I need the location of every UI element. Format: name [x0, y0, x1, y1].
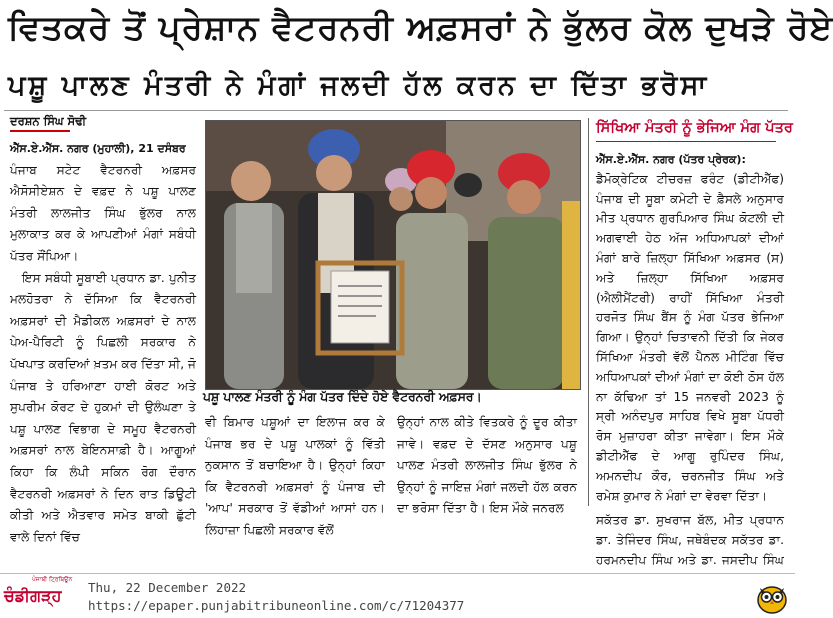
- header-rule: [4, 110, 788, 111]
- dateline: ਐੱਸ.ਏ.ਐੱਸ. ਨਗਰ (ਮੁਹਾਲੀ), 21 ਦਸੰਬਰ: [10, 142, 186, 155]
- subheadline: ਪਸ਼ੂ ਪਾਲਣ ਮੰਤਰੀ ਨੇ ਮੰਗਾਂ ਜਲਦੀ ਹੱਲ ਕਰਨ ਦਾ ਦਿੱਤਾ ਭਰੋਸਾ: [8, 70, 710, 101]
- paragraph-5: ਸਕੱਤਰ ਡਾ. ਸੁਖਰਾਜ ਬੱਲ, ਮੀਤ ਪ੍ਰਧਾਨ ਡਾ. ਤੇਜਿੰਦਰ ਸਿੰਘ, ਜਥੇਬੰਦਕ ਸਕੱਤਰ ਡਾ. ਹਰਮਨਦੀਪ ਸਿੰਘ ਅਤੇ ਡਾ. ਜਸਦੀਪ ਸਿੰਘ: [596, 513, 784, 567]
- paragraph-1: ਪੰਜਾਬ ਸਟੇਟ ਵੈਟਰਨਰੀ ਅਫ਼ਸਰ ਐਸੋਸੀਏਸ਼ਨ ਦੇ ਵਫ਼ਦ ਨੇ ਪਸ਼ੂ ਪਾਲਣ ਮੰਤਰੀ ਲਾਲਜੀਤ ਸਿੰਘ ਭੁੱਲਰ ਨਾਲ ਮੁਲਾਕਾਤ ਕਰ ਕੇ ਆਪਣੀਆਂ ਮੰਗਾਂ ਸਬੰਧੀ ਪੱਤਰ ਸੌਂਪਿਆ।: [10, 162, 196, 263]
- photo-illustration: [206, 121, 580, 389]
- logo-small-text: ਪੰਜਾਬੀ ਟ੍ਰਿਬਿਊਨ: [32, 576, 73, 583]
- sidebar-body: [596, 150, 784, 506]
- sidebar-divider: [588, 118, 589, 506]
- sidebar-title: ਸਿੱਖਿਆ ਮੰਤਰੀ ਨੂੰ ਭੇਜਿਆ ਮੰਗ ਪੱਤਰ: [596, 120, 793, 136]
- footer-url[interactable]: https://epaper.punjabitribuneonline.com/c/71204377: [88, 598, 465, 613]
- news-photo: [205, 120, 581, 390]
- byline: ਦਰਸ਼ਨ ਸਿੰਘ ਸੋਢੀ: [10, 114, 87, 128]
- sidebar-title-underline: [596, 141, 776, 142]
- logo: ਚੰਡੀਗੜ੍ਹ: [4, 586, 62, 605]
- footer-date: Thu, 22 December 2022: [88, 580, 247, 595]
- sidebar-text: ਡੈਮੋਕ੍ਰੇਟਿਕ ਟੀਚਰਜ਼ ਫਰੰਟ (ਡੀਟੀਐੱਫ) ਪੰਜਾਬ ਦੀ ਸੂਬਾ ਕਮੇਟੀ ਦੇ ਫ਼ੈਸਲੇ ਅਨੁਸਾਰ ਮੀਤ ਪ੍ਰਧਾਨ ਗੁਰਪਿਆਰ ਸਿੰਘ ਕੋਟਲੀ ਦੀ ਅਗਵਾਈ ਹੇਠ ਅੱਜ ਅਧਿਆਪਕਾਂ ਦੀਆਂ ਮੰਗਾਂ ਬਾਰੇ ਜ਼ਿਲ੍ਹਾ ਸਿੱਖਿਆ ਅਫ਼ਸਰ (ਸ) ਅਤੇ ਜ਼ਿਲ੍ਹਾ ਸਿੱਖਿਆ ਅਫ਼ਸਰ (ਐਲੀਮੈਂਟਰੀ) ਰਾਹੀਂ ਸਿੱਖਿਆ ਮੰਤਰੀ ਹਰਜੋਤ ਸਿੰਘ ਬੈਂਸ ਨੂੰ ਮੰਗ ਪੱਤਰ ਭੇਜਿਆ ਗਿਆ। ਉਨ੍ਹਾਂ ਚਿਤਾਵਨੀ ਦਿੱਤੀ ਕਿ ਜੇਕਰ ਸਿੱਖਿਆ ਮੰਤਰੀ ਵੱਲੋਂ ਪੈਨਲ ਮੀਟਿੰਗ ਵਿੱਚ ਅਧਿਆਪਕਾਂ ਦੀਆਂ ਮੰਗਾਂ ਦਾ ਕੋਈ ਠੋਸ ਹੱਲ ਨਾ ਕੱਢਿਆ ਤਾਂ 15 ਜਨਵਰੀ 2023 ਨੂੰ ਸ੍ਰੀ ਅਨੰਦਪੁਰ ਸਾਹਿਬ ਵਿਖੇ ਸੂਬਾ ਪੱਧਰੀ ਰੋਸ ਮੁਜ਼ਾਹਰਾ ਕੀਤਾ ਜਾਵੇਗਾ। ਇਸ ਮੌਕੇ ਡੀਟੀਐੱਫ ਦੇ ਆਗੂ ਰੁਪਿੰਦਰ ਸਿੰਘ, ਅਮਨਦੀਪ ਕੌਰ, ਚਰਨਜੀਤ ਸਿੰਘ ਅਤੇ ਰਮੇਸ਼ ਕੁਮਾਰ ਨੇ ਮੰਗਾਂ ਦਾ ਵੇਰਵਾ ਦਿੱਤਾ।: [596, 171, 784, 503]
- owl-icon[interactable]: [755, 580, 789, 614]
- paragraph-2: ਇਸ ਸਬੰਧੀ ਸੂਬਾਈ ਪ੍ਰਧਾਨ ਡਾ. ਪੁਨੀਤ ਮਲਹੋਤਰਾ ਨੇ ਦੱਸਿਆ ਕਿ ਵੈਟਰਨਰੀ ਅਫ਼ਸਰਾਂ ਦੀ ਮੈਡੀਕਲ ਅਫ਼ਸਰਾਂ ਦੇ ਨਾਲ ਪੇਅ-ਪੈਰਿਟੀ ਨੂੰ ਪਿਛਲੀ ਸਰਕਾਰ ਨੇ ਪੱਖਪਾਤ ਕਰਦਿਆਂ ਖ਼ਤਮ ਕਰ ਦਿੱਤਾ ਸੀ, ਜੋ ਪੰਜਾਬ ਤੇ ਹਰਿਆਣਾ ਹਾਈ ਕੋਰਟ ਅਤੇ ਸੁਪਰੀਮ ਕੋਰਟ ਦੇ ਹੁਕਮਾਂ ਦੀ ਉਲੰਘਣਾ ਤੇ ਪਸ਼ੂ ਪਾਲਣ ਵਿਭਾਗ ਦੇ ਸਮੂਹ ਵੈਟਰਨਰੀ ਅਫ਼ਸਰਾਂ ਨਾਲ ਬੇਇਨਸਾਫ਼ੀ ਹੈ। ਆਗੂਆਂ ਕਿਹਾ ਕਿ ਲੰਪੀ ਸਕਿਨ ਰੋਗ ਦੌਰਾਨ ਵੈਟਰਨਰੀ ਅਫ਼ਸਰਾਂ ਨੇ ਦਿਨ ਰਾਤ ਡਿਊਟੀ ਕੀਤੀ ਅਤੇ ਐਤਵਾਰ ਸਮੇਤ ਬਾਕੀ ਛੁੱਟੀ ਵਾਲੇ ਦਿਨਾਂ ਵਿੱਚ: [10, 270, 196, 544]
- article-column-4: [596, 510, 784, 572]
- paragraph-3: ਵੀ ਬਿਮਾਰ ਪਸ਼ੂਆਂ ਦਾ ਇਲਾਜ ਕਰ ਕੇ ਪੰਜਾਬ ਭਰ ਦੇ ਪਸ਼ੂ ਪਾਲਕਾਂ ਨੂੰ ਵਿੱਤੀ ਨੁਕਸਾਨ ਤੋਂ ਬਚਾਇਆ ਹੈ। ਉਨ੍ਹਾਂ ਕਿਹਾ ਕਿ ਵੈਟਰਨਰੀ ਅਫ਼ਸਰਾਂ ਨੂੰ ਪੰਜਾਬ ਦੀ 'ਆਪ' ਸਰਕਾਰ ਤੋਂ ਵੱਡੀਆਂ ਆਸਾਂ ਹਨ। ਲਿਹਾਜ਼ਾ ਪਿਛਲੀ ਸਰਕਾਰ ਵੱਲੋਂ: [205, 415, 385, 537]
- paragraph-4: ਉਨ੍ਹਾਂ ਨਾਲ ਕੀਤੇ ਵਿਤਕਰੇ ਨੂੰ ਦੂਰ ਕੀਤਾ ਜਾਵੇ। ਵਫ਼ਦ ਦੇ ਦੱਸਣ ਅਨੁਸਾਰ ਪਸ਼ੂ ਪਾਲਣ ਮੰਤਰੀ ਲਾਲਜੀਤ ਸਿੰਘ ਭੁੱਲਰ ਨੇ ਉਨ੍ਹਾਂ ਨੂੰ ਜਾਇਜ਼ ਮੰਗਾਂ ਜਲਦੀ ਹੱਲ ਕਰਨ ਦਾ ਭਰੋਸਾ ਦਿੱਤਾ ਹੈ। ਇਸ ਮੌਕੇ ਜਨਰਲ: [397, 415, 577, 516]
- footer: [0, 574, 795, 618]
- sidebar-dateline: ਐੱਸ.ਏ.ਐੱਸ. ਨਗਰ (ਪੱਤਰ ਪ੍ਰੇਰਕ):: [596, 153, 746, 166]
- headline: ਵਿਤਕਰੇ ਤੋਂ ਪ੍ਰੇਸ਼ਾਨ ਵੈਟਰਨਰੀ ਅਫ਼ਸਰਾਂ ਨੇ ਭੁੱਲਰ ਕੋਲ ਦੁਖੜੇ ਰੋਏ: [8, 8, 833, 48]
- photo-caption: ਪਸ਼ੂ ਪਾਲਣ ਮੰਤਰੀ ਨੂੰ ਮੰਗ ਪੱਤਰ ਦਿੰਦੇ ਹੋਏ ਵੈਟਰਨਰੀ ਅਫ਼ਸਰ।: [203, 390, 482, 404]
- article-column-1: [10, 138, 196, 570]
- article-column-2: [205, 412, 385, 542]
- article-column-3: [397, 412, 577, 542]
- byline-underline: [10, 130, 70, 132]
